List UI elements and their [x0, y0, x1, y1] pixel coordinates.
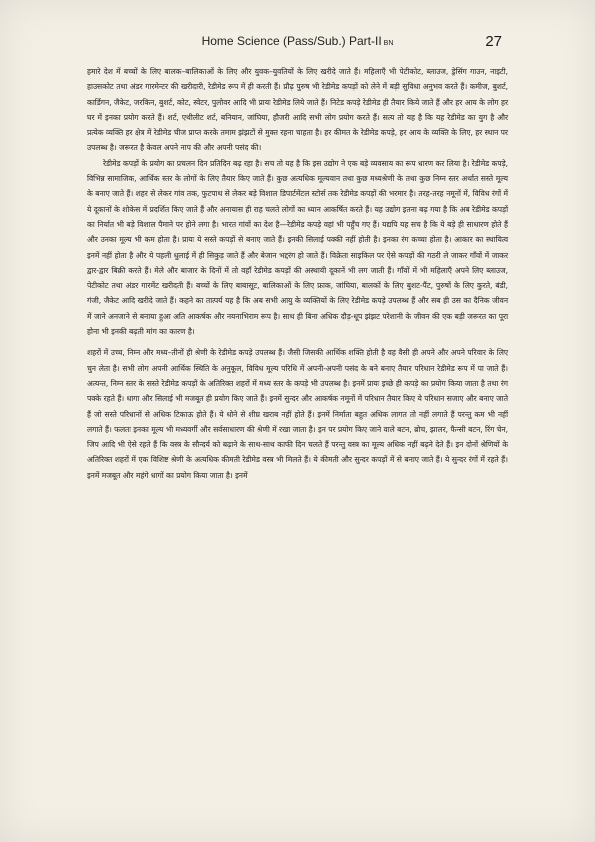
running-header: [0, 34, 595, 48]
paragraph-1: हमारे देश में बच्चों के लिए बालक–बालिकाओं के लिए और युवक–युवतियों के लिए खरीदे जाते हैं। महिलाएँ भी पेटीकोट, ब्लाउज, ड्रेसिंग गाउन, नाइटी, हाउसकोट तथा अंडर गारमेन्टर की खरीदारी, रेडीमेड रूप में ही करती हैं। प्रौढ़ पुरुष भी रेडीमेड कपड़ों को लेने में बड़ी सुविधा अनुभव करते हैं। कमीज, बुशर्ट, कार्डिगन, जैकेट, जरकिन, बुशर्ट, कोट, स्वेटर, पुलोवर आदि भी प्रायः रेडीमेड लिये जाते हैं। निटेड कपड़े रेडीमेड ही तैयार किये जाते हैं और हर आय के लोग हर घर में इनका प्रयोग करते हैं। शर्ट, एथीलीट शर्ट, बनियान, जांघिया, हौजरी आदि सभी लोग प्रयोग करते हैं। सत्य तो यह है कि यह रेडीमेड का युग है और प्रत्येक व्यक्ति हर क्षेत्र में रेडीमेड चीज प्राप्त करके तमाम झंझटों से मुक्त रहना चाहता है। हर कीमत के रेडीमेड कपड़े, हर आय के व्यक्ति के लिए, हर स्थान पर उपलब्ध है। जरूरत है केवल अपने नाप की और अपनी पसंद की।: [87, 67, 508, 153]
page-header: [0, 34, 595, 54]
paragraph-2: रेडीमेड कपड़ों के प्रयोग का प्रचलन दिन प्रतिदिन बढ़ रहा है। सच तो यह है कि इस उद्योग ने एक बड़े व्यवसाय का रूप धारण कर लिया है। रेडीमेड कपड़े, विभिन्न सामाजिक, आर्थिक स्तर के लोगों के लिए तैयार किए जाते हैं। कुछ अत्यधिक मूल्यवान तथा कुछ मध्यश्रेणी के तथा कुछ निम्न स्तर अर्थात सस्ते मूल्य के बनाए जाते हैं। शहर से लेकर गांव तक, फुटपाथ से लेकर बड़े विशाल डिपार्टमेंटल स्टोर्स तक रेडीमेड कपड़ों की भरमार है। तरह-तरह नमूनों में, विविध रंगों में ये दूकानों के शोकेस में प्रदर्शित किए जाते हैं और अनायास ही राह चलते लोगों का ध्यान आकर्षित करते हैं। यह उद्योग इतना बढ़ गया है कि अब रेडीमेड कपड़ों का निर्यात भी बड़े विशाल पैमाने पर होने लगा है। भारत गांवों का देश है—रेडीमेड कपड़े वहां भी पहुँच गए हैं। यद्यपि यह सच है कि ये बड़े ही साधारण होते हैं और उनका मूल्य भी कम होता है। प्रायः ये सस्ते कपड़ों से बनाए जाते हैं। इनकी सिलाई पक्की नहीं होती है। इनका रंग कच्चा होता है। आकार का स्थायित्व इनमें नहीं होता है और ये पहली धुलाई में ही सिकुड़ जाते हैं और बेजान भद्दरंग हो जाते हैं। विक्रेता साइकिल पर ऐसे कपड़ों की गठरी ले जाकर गाँवों में जाकर द्वार-द्वार बिक्री करते हैं। मेले और बाजार के दिनों में तो वहाँ रेडीमेड कपड़ों की अस्थायी दूकानें भी लग जाती हैं। गाँवों में भी महिलाएँ अपने लिए ब्लाउज, पेटीकोट तथा अंडर गारमेंट खरीदती हैं। बच्चों के लिए बाबासूट, बालिकाओं के लिए फ्राक, जांघिया, बालकों के लिए बुशट-पैंट, पुरुषों के लिए कुरते, बंडी, गंजी, जैकेट आदि खरीदे जाते हैं। कहने का तात्पर्य यह है कि अब सभी आयु के व्यक्तियों के लिए रेडीमेड कपड़े उपलब्ध हैं और सब ही उस का दैनिक जीवन में जाने अनजाने से बनाया हुआ अति आकर्षक और नयनाभिराम रूप है। साथ ही बिना अधिक दौड़-धूप झंझट परेशानी के जीवन की एक बड़ी जरूरत का पूरा होना भी इनकी बढ़ती मांग का कारण है।: [87, 158, 508, 337]
header-title-text: Home Science (Pass/Sub.) Part-II: [201, 34, 382, 48]
page-number: 27: [485, 33, 502, 50]
body-text: [87, 64, 508, 483]
header-code: BN: [383, 40, 394, 47]
paragraph-3: शहरों में उच्च, निम्न और मध्य–तीनों ही श्रेणी के रेडीमेड कपड़े उपलब्ध हैं। जैसी जिसकी आर्थिक शक्ति होती है वह वैसी ही अपने और अपने परिवार के लिए चुन लेता है। सभी लोग अपनी आर्थिक स्थिति के अनुकूल, विविध मूल्य परिधि में अपनी-अपनी पसंद के बने बनाए तैयार परिधान रेडीमेड रूप में पा जाते हैं। अत्यन्त, निम्न स्तर के सस्ते रेडीमेड कपड़ों के अतिरिक्त शहरों में मध्य स्तर के कपड़े भी उपलब्ध है। इनमें प्रायः इच्छे ही कपड़े का प्रयोग किया जाता है तथा रंग पक्के रहते हैं। धागा और सिलाई भी मजबूत ही प्रयोग किए जाते हैं। इनमें सुन्दर और आकर्षक नमूनों में परिधान तैयार किए ये परिधान सजाए और बनाए जाते हैं जो सस्ते परिधानों से अधिक टिकाऊ होते हैं। ये धोने से शीघ्र खराब नहीं होते हैं। इनमें निर्माता बहुत अधिक लागत तो नहीं लगाते हैं परन्तु कम भी नहीं लगाते हैं। फलतः इनका मूल्य भी मध्यवर्गी और सर्वसाधारण की श्रेणी में रखा जाता है। इन पर प्रयोग किए जाने वाले बटन, ब्रोच, झालर, फैन्सी बटन, रिंग चेन, जिप आदि भी ऐसे रहते हैं कि वस्त्र के सौन्दर्य को बढ़ाने के साथ-साथ काफी दिन चलते हैं परन्तु वस्त्र का मूल्य अधिक नहीं बढ़ने देते हैं। इन दोनों श्रेणियों के अतिरिक्त शहरों में एक विशिष्ट श्रेणी के अत्यधिक कीमती रेडीमेड वस्त्र भी मिलते हैं। ये कीमती और सुन्दर कपड़ों में से बनाए जाते हैं। ये सुन्दर रंगों में रहते हैं। इनमें मजबूत और महंगे धागों का प्रयोग किया जाता है। इनमें: [87, 348, 509, 480]
